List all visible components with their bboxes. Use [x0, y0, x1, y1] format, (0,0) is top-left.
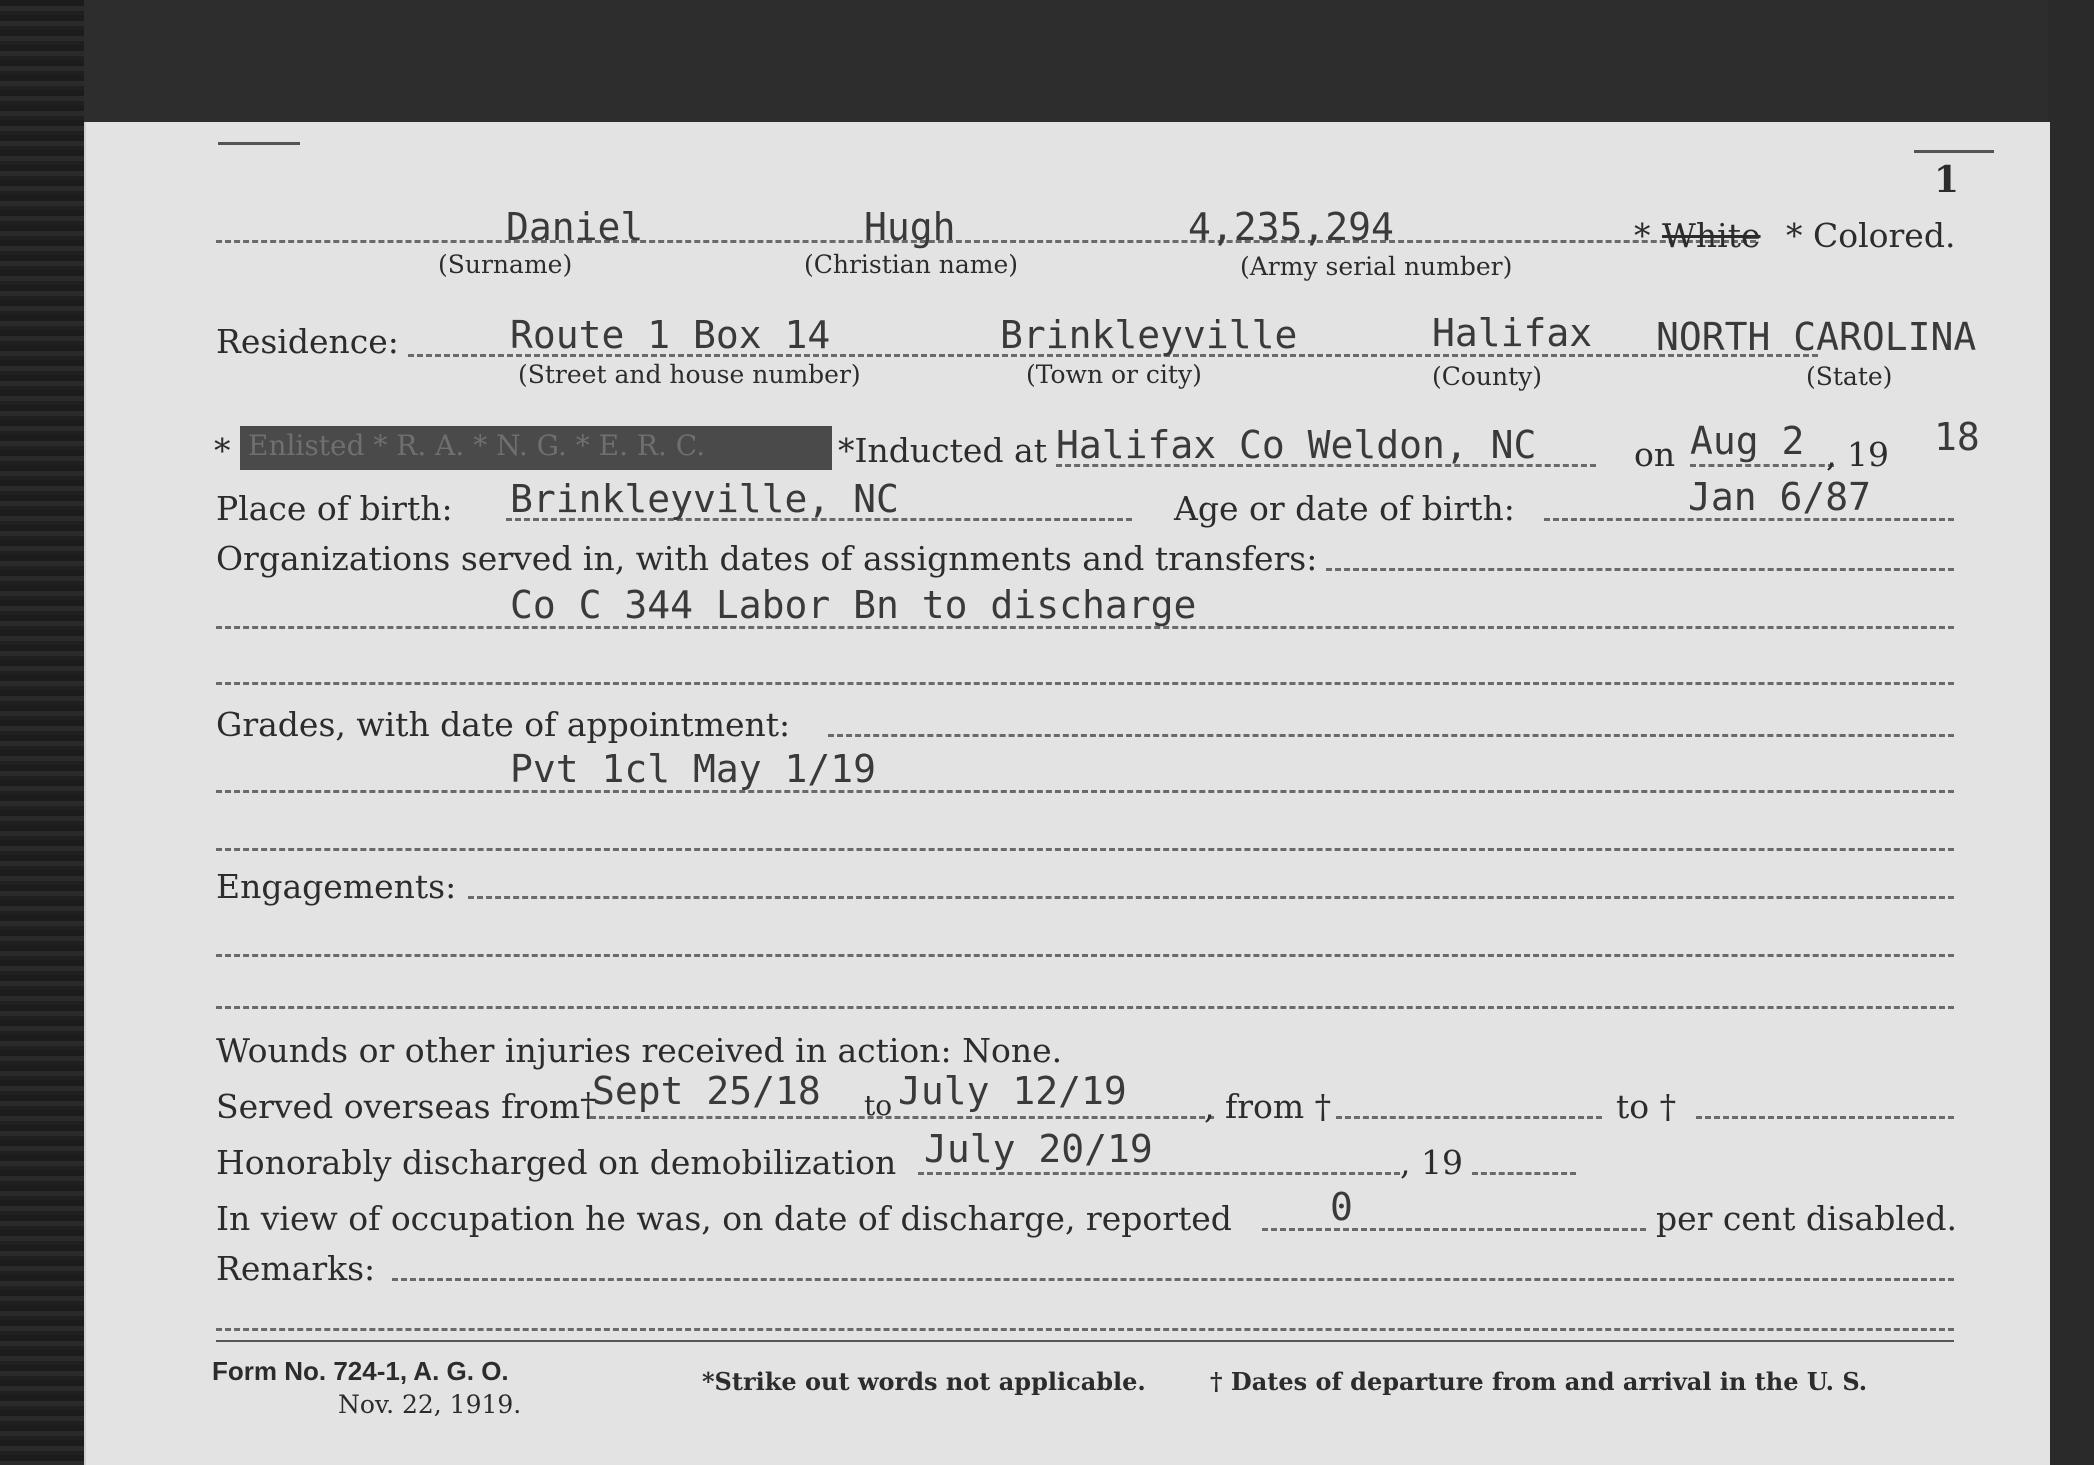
organizations-entry: Co C 344 Labor Bn to discharge: [510, 583, 1197, 627]
birth-place-label: Place of birth:: [216, 489, 453, 528]
inducted-date-value: Aug 2: [1690, 419, 1805, 463]
christian-name-label: (Christian name): [804, 250, 1019, 279]
engagements-line-1: [468, 896, 1954, 899]
inducted-year-prefix: , 19: [1826, 435, 1889, 474]
discharge-year-line: [1472, 1172, 1576, 1175]
christian-name-value: Hugh: [864, 205, 956, 249]
overseas-to-value: July 12/19: [898, 1069, 1127, 1113]
disability-value: 0: [1330, 1185, 1353, 1229]
street-label: (Street and house number): [518, 360, 861, 389]
disability-label: In view of occupation he was, on date of discharge, reported: [216, 1199, 1232, 1238]
wounds-label: Wounds or other injuries received in action: None.: [216, 1031, 1063, 1070]
engagements-label: Engagements:: [216, 867, 457, 906]
induction-star: *: [214, 431, 231, 470]
overseas-from-line: [590, 1116, 1214, 1119]
overseas-from-dagger: †: [580, 1085, 597, 1124]
scan-background-right: [2048, 0, 2094, 1465]
overseas-to2-line: [1696, 1116, 1954, 1119]
inducted-on-label: on: [1634, 435, 1676, 474]
disability-suffix: per cent disabled.: [1656, 1199, 1958, 1238]
disability-line: [1262, 1228, 1646, 1231]
organizations-line-1: [1326, 568, 1954, 571]
race-white-struck: White: [1662, 216, 1761, 255]
discharge-label: Honorably discharged on demobilization: [216, 1143, 897, 1182]
birth-place-value: Brinkleyville, NC: [510, 477, 899, 521]
overseas-to-label: to: [864, 1089, 893, 1122]
overseas-label: Served overseas from: [216, 1087, 581, 1126]
dagger-note: † Dates of departure from and arrival in the U. S.: [1210, 1367, 1868, 1396]
overseas-from-value: Sept 25/18: [592, 1069, 821, 1113]
top-left-rule: [218, 142, 300, 145]
enlisted-options-struck: Enlisted * R. A. * N. G. * E. R. C.: [248, 429, 706, 462]
birth-date-label: Age or date of birth:: [1174, 489, 1515, 528]
footer-rule: [216, 1340, 1954, 1342]
residence-county-value: Halifax: [1432, 311, 1593, 355]
county-label: (County): [1432, 362, 1543, 391]
residence-state-value: NORTH CAROLINA: [1656, 315, 1977, 359]
overseas-from2-label: , from †: [1204, 1087, 1332, 1126]
inducted-label: *Inducted at: [838, 431, 1047, 470]
remarks-line-1: [392, 1278, 1954, 1281]
town-label: (Town or city): [1026, 360, 1202, 389]
form-number: Form No. 724-1, A. G. O.: [212, 1356, 509, 1386]
residence-town-value: Brinkleyville: [1000, 313, 1298, 357]
residence-street-value: Route 1 Box 14: [510, 313, 831, 357]
card-number: 1: [1934, 159, 1960, 201]
organizations-label: Organizations served in, with dates of assignments and transfers:: [216, 539, 1318, 578]
scan-background-top: [0, 0, 2094, 122]
remarks-line-2: [216, 1328, 1954, 1331]
state-label: (State): [1806, 362, 1893, 391]
name-line: [216, 240, 1756, 243]
race-colored: * Colored.: [1786, 216, 1956, 255]
surname-value: Daniel: [506, 205, 644, 249]
serial-number-value: 4,235,294: [1188, 205, 1394, 249]
inducted-date-line: [1690, 464, 1834, 467]
surname-label: (Surname): [438, 250, 573, 279]
serial-number-label: (Army serial number): [1240, 252, 1513, 281]
grades-label: Grades, with date of appointment:: [216, 705, 791, 744]
residence-label: Residence:: [216, 322, 399, 361]
scan-binding-edge: [0, 0, 84, 1465]
inducted-place-value: Halifax Co Weldon, NC: [1056, 423, 1537, 467]
birth-date-value: Jan 6/87: [1688, 475, 1872, 519]
remarks-label: Remarks:: [216, 1249, 376, 1288]
grades-line-1: [828, 734, 1954, 737]
engagements-line-2: [216, 954, 1954, 957]
form-date: Nov. 22, 1919.: [338, 1390, 522, 1419]
organizations-line-3: [216, 682, 1954, 685]
discharge-line: [918, 1172, 1400, 1175]
grades-line-3: [216, 848, 1954, 851]
inducted-year-value: 18: [1934, 415, 1980, 459]
grades-entry: Pvt 1cl May 1/19: [510, 747, 877, 791]
strike-out-note: *Strike out words not applicable.: [702, 1367, 1146, 1396]
overseas-from2-line: [1336, 1116, 1602, 1119]
race-white-prefix: *: [1634, 216, 1651, 255]
grades-line-2: [216, 790, 1954, 793]
discharge-date-value: July 20/19: [924, 1127, 1153, 1171]
engagements-line-3: [216, 1006, 1954, 1009]
discharge-year-label: , 19: [1400, 1143, 1463, 1182]
top-right-rule: [1914, 150, 1994, 153]
overseas-to2-label: to †: [1616, 1087, 1677, 1126]
service-record-card: [84, 122, 2050, 1465]
